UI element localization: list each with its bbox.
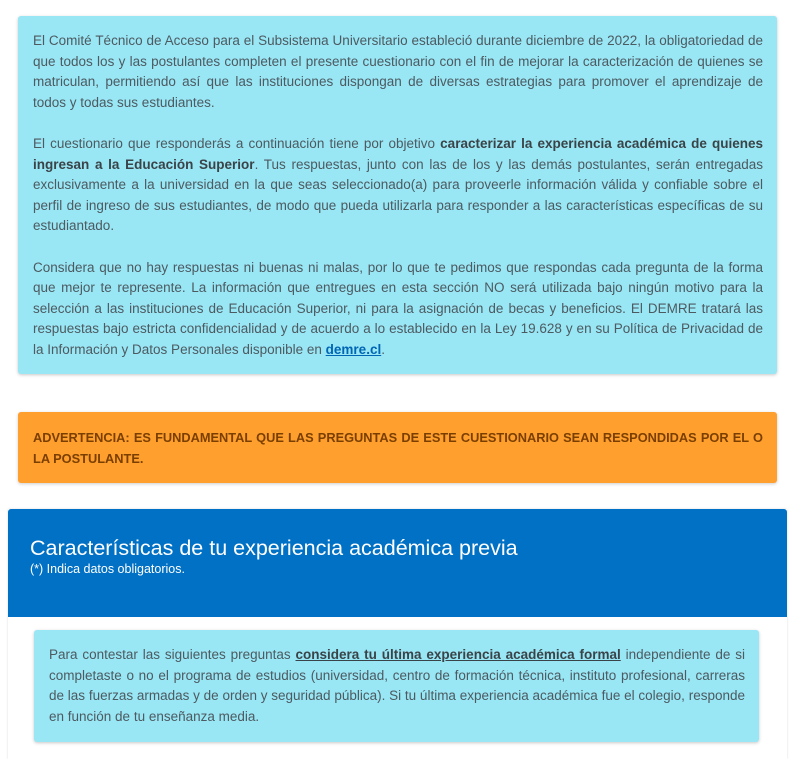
info-text-1: El Comité Técnico de Acceso para el Subsistema Universitario estableció durante diciembre de 2022, la obligatoriedad de que todos los y las postulantes completen el presente cuestionario con el fin de mejorar la caracterización de quienes se matriculan, permitiendo así que las instituciones dispongan de diversas estrategias para promover el aprendizaje de todos y todas sus estudiantes. [33, 33, 763, 110]
info-paragraph-3 [33, 258, 763, 361]
instructions-text-a: Para contestar las siguientes preguntas [49, 647, 296, 662]
instructions-emphasis: considera tu última experiencia académica formal [295, 647, 621, 662]
section-header [8, 509, 787, 617]
info-objective-bold: caracterizar la experiencia académica de quienes ingresan a la Educación Superior [33, 135, 763, 172]
section-title: Características de tu experiencia académica previa [30, 536, 518, 560]
instructions-text-b: independiente de si completaste o no el programa de estudios (universidad, centro de formación técnica, instituto profesional, carreras de las fuerzas armadas y de orden y seguridad pública). Si tu última experiencia académica fue el colegio, responde en función de tu enseñanza media. [49, 647, 745, 724]
warning-text: ADVERTENCIA: ES FUNDAMENTAL QUE LAS PREGUNTAS DE ESTE CUESTIONARIO SEAN RESPONDIDAS POR EL O LA POSTULANTE. [33, 430, 763, 466]
demre-link[interactable]: demre.cl [325, 341, 382, 357]
info-text-3b: . [381, 341, 385, 357]
section-card [8, 509, 787, 759]
info-text-3a: Considera que no hay respuestas ni buenas ni malas, por lo que te pedimos que respondas cada pregunta de la forma que mejor te represente. La información que entregues en esta sección NO será utilizada bajo ningún motivo para la selección a las instituciones de Educación Superior, ni para la asignación de becas y beneficios. El DEMRE tratará las respuestas bajo estricta confidencialidad y de acuerdo a lo establecido en la Ley 19.628 y en su Política de Privacidad de la Información y Datos Personales disponible en [33, 259, 763, 357]
info-card [18, 16, 777, 374]
info-text-2a: El cuestionario que responderás a continuación tiene por objetivo [33, 135, 441, 151]
info-paragraph-2 [33, 134, 763, 237]
warning-banner [18, 412, 777, 483]
section-instructions [34, 630, 759, 742]
required-fields-note: (*) Indica datos obligatorios. [30, 562, 185, 576]
info-text-2b: . Tus respuestas, junto con las de los y las demás postulantes, serán entregadas exclusivamente a la universidad en la que seas seleccionado(a) para proveerle información válida y confiable sobre el perfil de ingreso de sus estudiantes, de modo que pueda utilizarla para responder a las características específicas de su estudiantado. [33, 156, 764, 234]
info-paragraph-1 [33, 31, 763, 113]
